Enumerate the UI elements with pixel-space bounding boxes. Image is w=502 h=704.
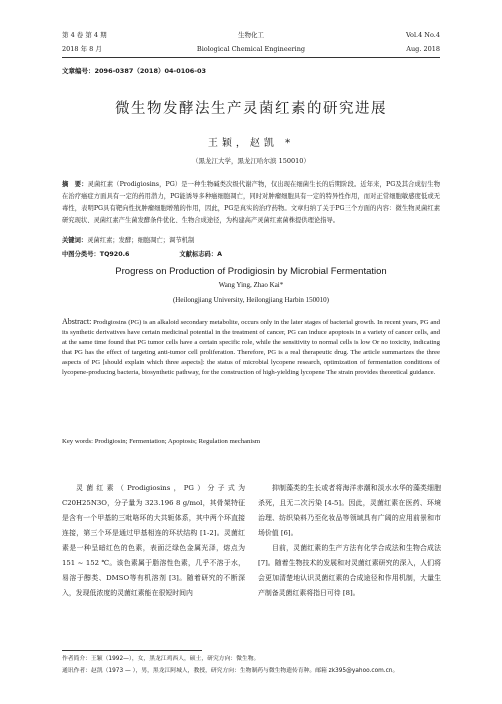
title-en: Progress on Production of Prodigiosin by Microbial Fermentation [115,266,387,277]
abstract-en-text: Prodigiosins (PG) is an alkaloid secondary metabolite, occurs only in the later stages of bacterial growth. In recent years, PG and its synthetic derivatives have certain medicinal potential in the treatment of cancer, PG can induce apoptosis in a variety of cancer cells, and at the same time found that PG tumor cells have a certain specific role, while the sensitivity to normal cells is low Or no toxicity, indicating that PG has the effect of targeting anti-tumor cell proliferation. Therefore, PG is a real therapeutic drug. The article summarizes the three aspects of PG [should explain which three aspects]: the status of microbial lycopene research, optimization of fermentation conditions of lycopene-producing bacteria, biosynthetic pathway, for the construction of high-yielding lycopene The strain provides theoretical guidance. [62,319,440,376]
keywords-cn-label: 关键词： [62,237,88,244]
authors-cn: 王颖，赵凯 * [207,138,295,149]
abstract-cn-label: 摘 要： [62,181,88,188]
header-journal-en: Biological Chemical Engineering [196,45,306,53]
body-right-paragraph-1: 抑制藻类的生长或者将海洋赤潮和淡水水华的藻类细胞杀死，且无二次污染 [4-5]。因此，灵菌红素在医药、环境治理、纺织染料乃至化妆品等领域具有广阔的应用前景和市场价值 [6]。 [258,484,441,537]
affiliation-en: (Heilongjiang University, Heilongjiang Harbin 150010) [172,296,330,304]
header-journal-cn: 生物化工 [238,31,264,39]
classification [62,249,440,261]
clc-number: 中图分类号：TQ920.6 [62,251,130,258]
footnote-corresponding-author: 通讯作者：赵凯（1973 — ），男，黑龙江阿城人，教授，研究方向：生物制药与微生物遗传育种。邮箱 zk395@yahoo.com.cn。 [62,668,399,674]
body-column-right [258,481,441,601]
footnote-rule [62,650,202,651]
header-rule [62,57,440,58]
document-code: 文献标志码：A [179,251,223,258]
header-volume-en: Vol.4 No.4 [405,31,440,39]
header-date-en: Aug. 2018 [406,45,440,53]
keywords-cn-text: 灵菌红素；发酵；细胞凋亡；调节机制 [87,237,195,244]
abstract-en-label: Abstract: [62,317,92,326]
abstract-cn-text: 灵菌红素（Prodigiosins，PG）是一种生物碱类次级代谢产物，仅出现在细菌生长的后期阶段。近年来，PG及其合成衍生物在治疗癌症方面具有一定的药用潜力，PG能诱导多种癌细胞凋亡，同时对肿瘤细胞具有一定的特异性作用，而对正常细胞敏感度低或无毒性，表明PG具有靶向性抗肿瘤细胞增殖的作用，因此，PG是真实的治疗药物。文章归纳了关于PG三个方面的内容：微生物灵菌红素研究现状、灵菌红素产生菌发酵条件优化、生物合成途径，为构建高产灵菌红素菌株提供理论指导。 [62,181,440,224]
abstract-cn [62,179,440,227]
body-column-left: 灵菌红素（Prodigiosins，PG）分子式为 C20H25N3O，分子量为 323.196 8 g/mol，其骨架特征是含有一个甲基的三吡咯环的大共轭体系，其中两个环直接连接，第三个环是通过甲基相连的环状结构 [1-2]。灵菌红素是一种呈暗红色的色素，表面泛绿色金属光泽，熔点为 151 ~ 152 ℃。该色素属于脂溶性色素，几乎不溶于水，易溶于醇类、DMSO等有机溶剂 [3]。随着研究的不断深入，发现低浓度的灵菌红素能在很短时间内 [62,484,245,597]
abstract-en [62,317,440,378]
keywords-en-label: Key words: [62,438,94,445]
affiliation-cn: （黑龙江大学，黑龙江哈尔滨 150010） [192,157,310,165]
header-date-cn: 2018 年 8 月 [62,45,102,53]
article-number: 文章编号：2096-0387（2018）04-0106-03 [62,67,207,75]
body-right-paragraph-2: 目前，灵菌红素的生产方法有化学合成法和生物合成法 [7]。随着生物技术的发展和对灵菌红素研究的深入，人们将会更加清楚地认识灵菌红素的合成途径和作用机制，大量生产制备灵菌红素将指日可待 [8]。 [258,544,441,597]
authors-en: Wang Ying, Zhao Kai* [218,281,284,289]
keywords-en-text: Prodigiosin; Fermentation; Apoptosis; Regulation mechanism [94,438,261,445]
keywords-cn [62,235,440,247]
keywords-en [62,438,440,445]
title-cn: 微生物发酵法生产灵菌红素的研究进展 [115,101,387,117]
header-volume-cn: 第 4 卷 第 4 期 [62,31,107,39]
footnote-author-bio: 作者简介：王颖（1992—），女，黑龙江鸡西人，硕士，研究方向：微生物。 [62,656,260,662]
